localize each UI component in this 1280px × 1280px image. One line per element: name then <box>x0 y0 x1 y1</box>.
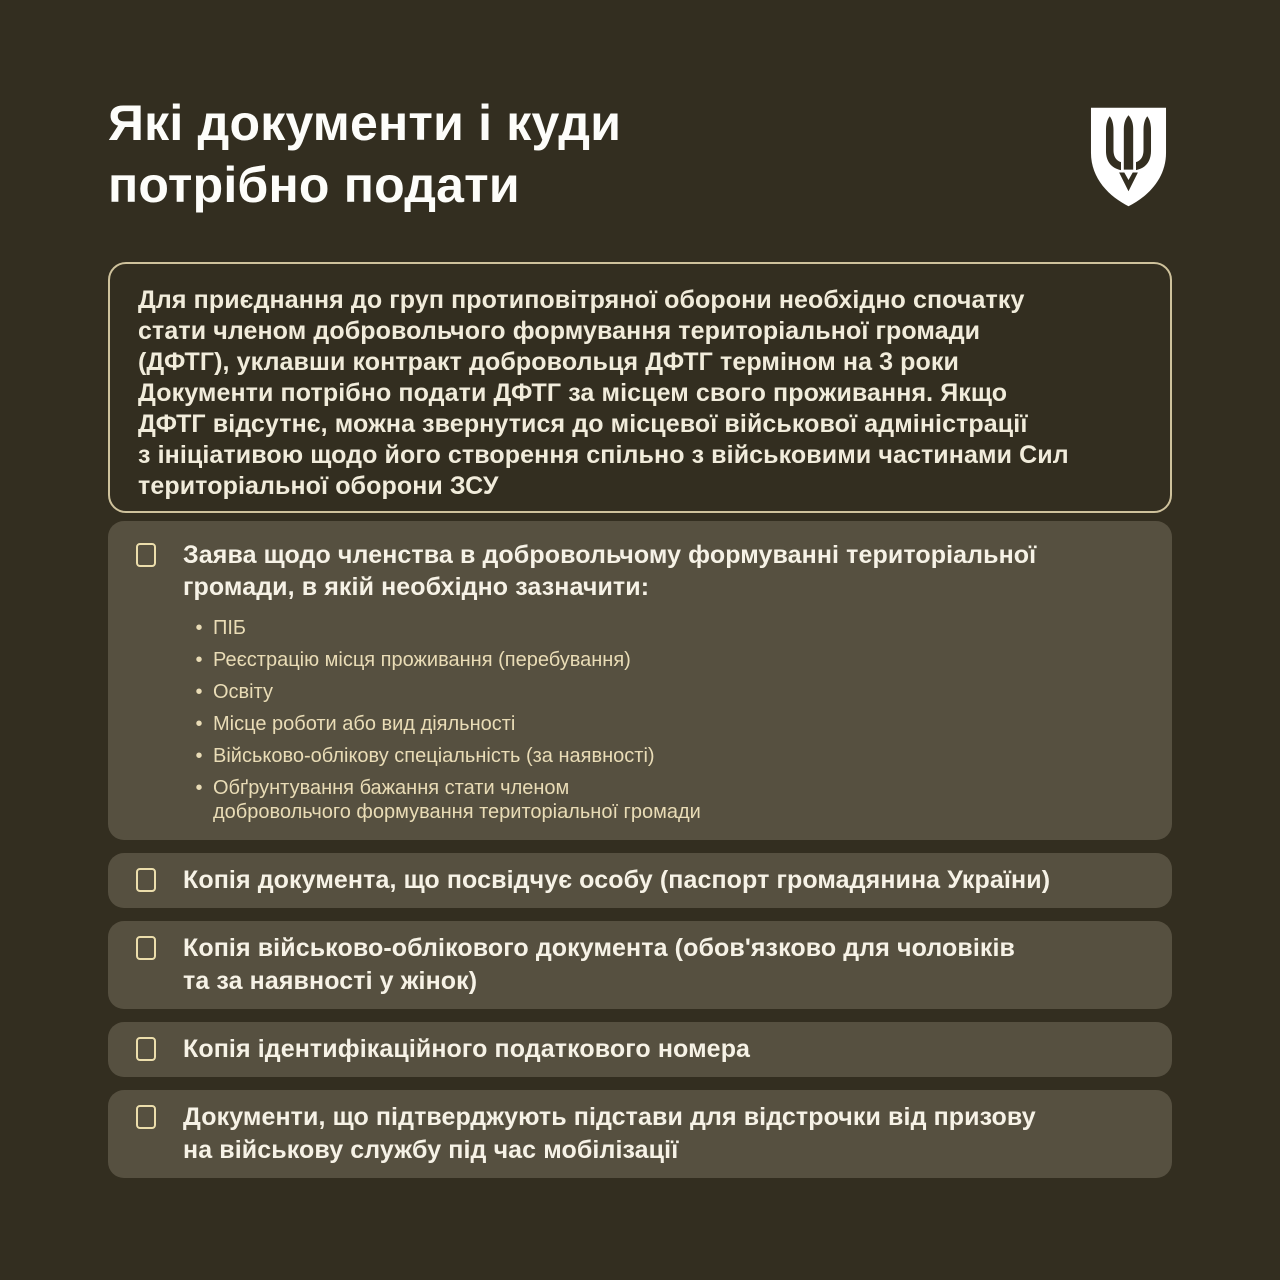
checkbox-icon <box>136 543 156 567</box>
list-item <box>195 712 1036 736</box>
page-title-line-2: потрібно подати <box>108 157 520 213</box>
checkbox-icon <box>136 1037 156 1061</box>
intro-line: територіальної оборони ЗСУ <box>138 472 499 500</box>
checklist-item-passport-copy <box>108 853 1172 908</box>
intro-line: ДФТГ відсутнє, можна звернутися до місцевої військової адміністрації <box>138 410 1028 438</box>
intro-line: з ініціативою щодо його створення спільно з військовими частинами Сил <box>138 441 1069 469</box>
list-item-text: Реєстрацію місця проживання (перебування) <box>213 649 631 671</box>
checkbox-icon <box>136 868 156 892</box>
page-title <box>108 92 621 216</box>
bullet-icon: • <box>195 649 203 671</box>
bullet-icon: • <box>195 713 203 735</box>
bullet-icon: • <box>195 681 203 703</box>
ukraine-trident-shield-icon <box>1080 104 1177 210</box>
checklist-item-label: Копія ідентифікаційного податкового номера <box>183 1035 751 1063</box>
intro-line: Для приєднання до груп протиповітряної оборони необхідно спочатку <box>138 286 1025 314</box>
bullet-icon: • <box>195 745 203 767</box>
checklist-item-label: Копія документа, що посвідчує особу (паспорт громадянина України) <box>183 866 1051 894</box>
bullet-icon: • <box>195 617 203 639</box>
page-title-line-1: Які документи і куди <box>108 95 622 151</box>
bullet-icon: • <box>195 777 203 799</box>
list-item <box>195 648 1036 672</box>
intro-box <box>108 262 1172 513</box>
intro-line: стати членом добровольчого формування територіальної громади <box>138 317 981 345</box>
list-item <box>195 680 1036 704</box>
checkbox-icon <box>136 936 156 960</box>
list-item-text: ПІБ <box>213 617 247 639</box>
list-item <box>195 744 1036 768</box>
application-details-list <box>183 616 1036 824</box>
checklist-item-tax-number-copy <box>108 1022 1172 1077</box>
list-item <box>195 776 1036 824</box>
list-item <box>195 616 1036 640</box>
checklist-item-military-record-copy <box>108 921 1172 1009</box>
checklist-item-label: Документи, що підтверджують підстави для відстрочки від призову на військову службу під час мобілізації <box>183 1103 1036 1164</box>
list-item-text: Місце роботи або вид діяльності <box>213 713 516 735</box>
checklist-item-application <box>108 521 1172 840</box>
checklist-item-label: Заява щодо членства в добровольчому формуванні територіальної громади, в якій необхідно зазначити: <box>183 541 1037 601</box>
intro-line: (ДФТГ), уклавши контракт добровольця ДФТГ терміном на 3 роки <box>138 348 960 376</box>
list-item-text: Обґрунтування бажання стати членом добровольчого формування територіальної громади <box>213 777 701 823</box>
checklist-item-body <box>183 539 1036 824</box>
checklist-item-deferral-documents <box>108 1090 1172 1178</box>
intro-line: Документи потрібно подати ДФТГ за місцем свого проживання. Якщо <box>138 379 1008 407</box>
list-item-text: Освіту <box>213 681 274 703</box>
list-item-text: Військово-облікову спеціальність (за наявності) <box>213 745 655 767</box>
checkbox-icon <box>136 1105 156 1129</box>
content-column <box>108 262 1172 1178</box>
checklist-item-label: Копія військово-облікового документа (обов'язково для чоловіків та за наявності у жінок) <box>183 934 1016 995</box>
